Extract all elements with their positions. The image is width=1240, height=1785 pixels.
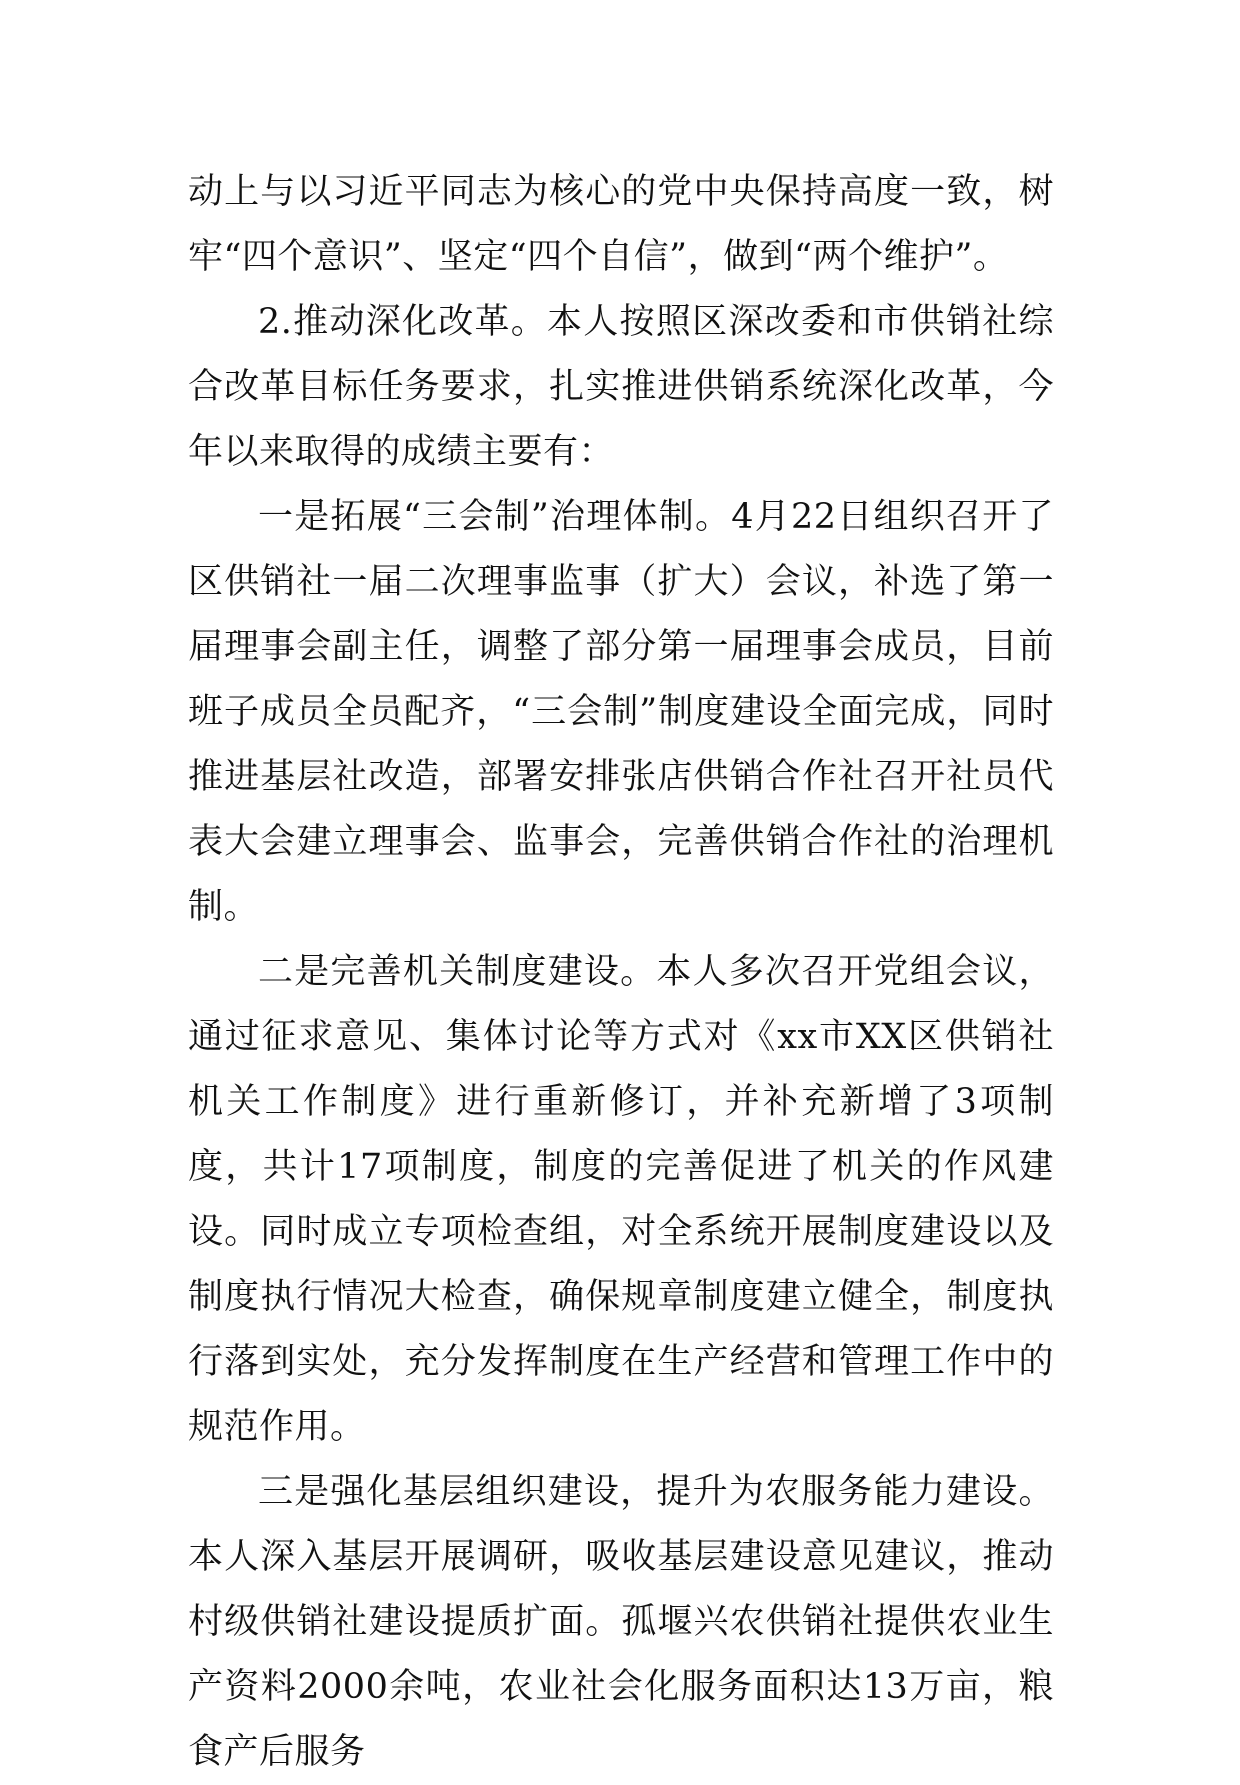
paragraph-deepen-reform: 2.推动深化改革。本人按照区深改委和市供销社综合改革目标任务要求，扎实推进供销系统深化改革，今年以来取得的成绩主要有：: [188, 302, 1054, 472]
paragraph-political-alignment: 动上与以习近平同志为核心的党中央保持高度一致，树牢“四个意识”、坚定“四个自信”，做到“两个维护”。: [188, 172, 1054, 277]
paragraph-institutional-rules: 二是完善机关制度建设。本人多次召开党组会议，通过征求意见、集体讨论等方式对《xx市XX区供销社机关工作制度》进行重新修订，并补充新增了3项制度，共计17项制度，制度的完善促进了机关的作风建设。同时成立专项检查组，对全系统开展制度建设以及制度执行情况大检查，确保规章制度建立健全，制度执行落到实处，充分发挥制度在生产经营和管理工作中的规范作用。: [188, 952, 1054, 1447]
document-body: [188, 160, 1054, 1785]
paragraph-three-council-system: 一是拓展“三会制”治理体制。4月22日组织召开了区供销社一届二次理事监事（扩大）会议，补选了第一届理事会副主任，调整了部分第一届理事会成员，目前班子成员全员配齐，“三会制”制度建设全面完成，同时推进基层社改造，部署安排张店供销合作社召开社员代表大会建立理事会、监事会，完善供销合作社的治理机制。: [188, 497, 1054, 927]
paragraph-grassroots-organization: 三是强化基层组织建设，提升为农服务能力建设。本人深入基层开展调研，吸收基层建设意见建议，推动村级供销社建设提质扩面。孤堰兴农供销社提供农业生产资料2000余吨，农业社会化服务面积达13万亩，粮食产后服务: [188, 1472, 1054, 1772]
